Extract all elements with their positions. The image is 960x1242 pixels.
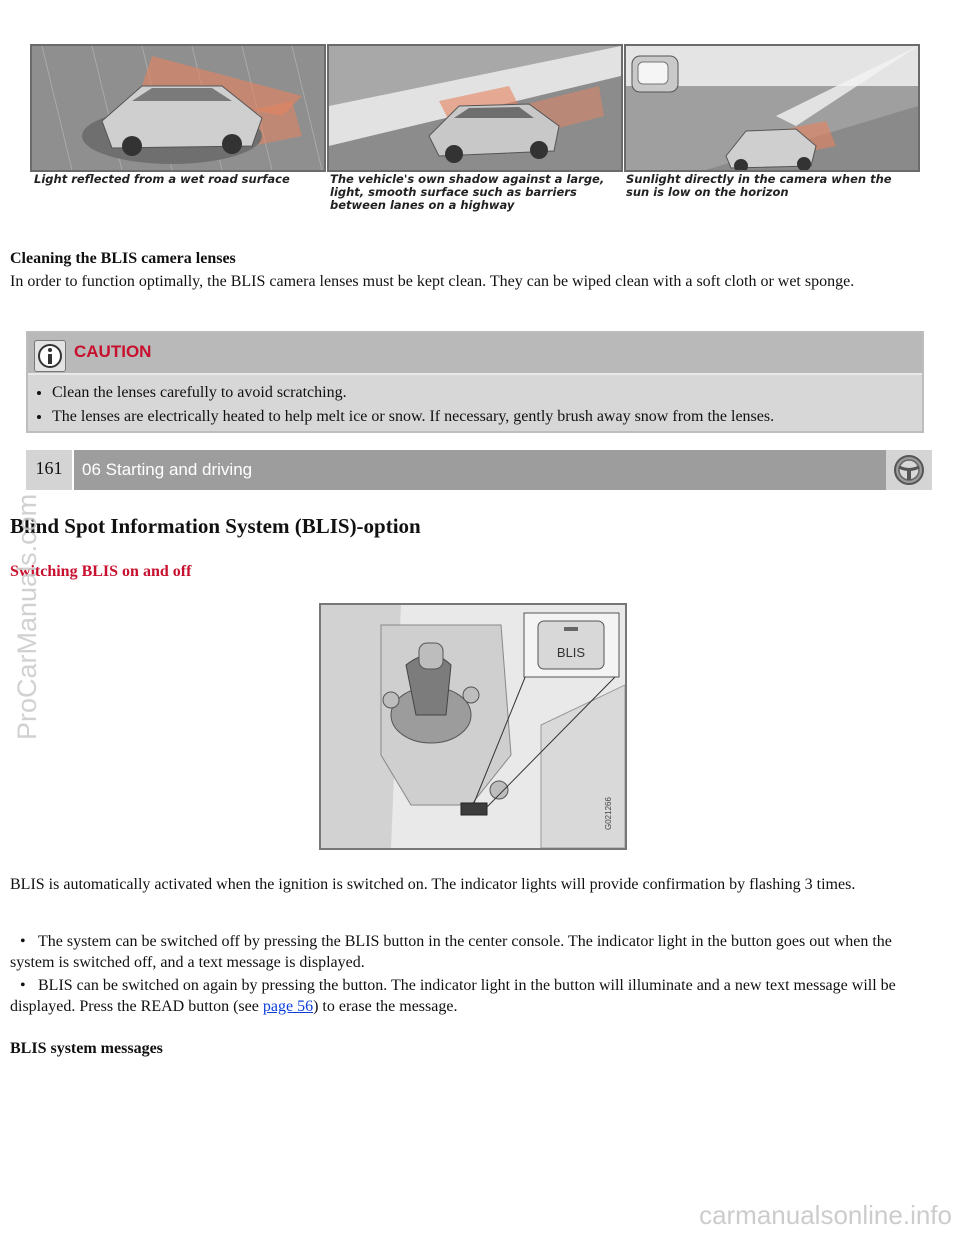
caution-list bbox=[28, 375, 922, 429]
figure-sunlight bbox=[624, 44, 920, 172]
info-icon bbox=[34, 340, 66, 372]
page-header-bar bbox=[26, 450, 932, 490]
caution-item: • Clean the lenses carefully to avoid scratching. bbox=[52, 381, 922, 405]
cleaning-text: In order to function optimally, the BLIS camera lenses must be kept clean. They can be wiped clean with a soft cloth or wet sponge. bbox=[10, 273, 855, 290]
figure-shadow bbox=[327, 44, 623, 172]
section-title: Blind Spot Information System (BLIS)-option bbox=[10, 514, 421, 538]
figure-wet-road bbox=[30, 44, 326, 172]
list-item: • BLIS can be switched on again by pressing the button. The indicator light in the button will illuminate and a new text message will be displayed. Press the READ button (see page 56) to erase the message. bbox=[10, 977, 896, 1015]
caption-wet-road: Light reflected from a wet road surface bbox=[34, 172, 290, 186]
figure-code: G021266 bbox=[604, 797, 613, 830]
caption-shadow: The vehicle's own shadow against a large, light, smooth surface such as barriers between lanes on a highway bbox=[330, 172, 605, 212]
figure-center-console bbox=[319, 603, 627, 850]
caption-sunlight: Sunlight directly in the camera when the sun is low on the horizon bbox=[626, 172, 892, 199]
caution-title: CAUTION bbox=[74, 342, 152, 361]
messages-heading: BLIS system messages bbox=[10, 1040, 163, 1057]
page-56-link[interactable]: page 56 bbox=[262, 998, 314, 1015]
list-item: • The system can be switched off by pressing the BLIS button in the center console. The indicator light in the button goes out when the system is switched off, and a text message is displayed. bbox=[10, 933, 892, 971]
watermark-side: ProCarManuals.com bbox=[12, 493, 42, 740]
bullet-list bbox=[10, 931, 930, 1019]
cleaning-heading: Cleaning the BLIS camera lenses bbox=[10, 250, 236, 267]
caution-item: • The lenses are electrically heated to help melt ice or snow. If necessary, gently brush away snow from the lenses. bbox=[52, 405, 922, 429]
caution-box bbox=[26, 331, 924, 433]
intro-text: BLIS is automatically activated when the ignition is switched on. The indicator lights will provide confirmation by flashing 3 times. bbox=[10, 876, 856, 893]
watermark-bottom: carmanualsonline.info bbox=[699, 1200, 952, 1230]
caution-header bbox=[28, 333, 922, 375]
steering-wheel-icon bbox=[886, 450, 932, 490]
blis-button-label: BLIS bbox=[556, 645, 586, 660]
section-subtitle: Switching BLIS on and off bbox=[10, 563, 192, 580]
chapter-title: 06 Starting and driving bbox=[74, 450, 886, 490]
page-number: 161 bbox=[26, 450, 72, 490]
